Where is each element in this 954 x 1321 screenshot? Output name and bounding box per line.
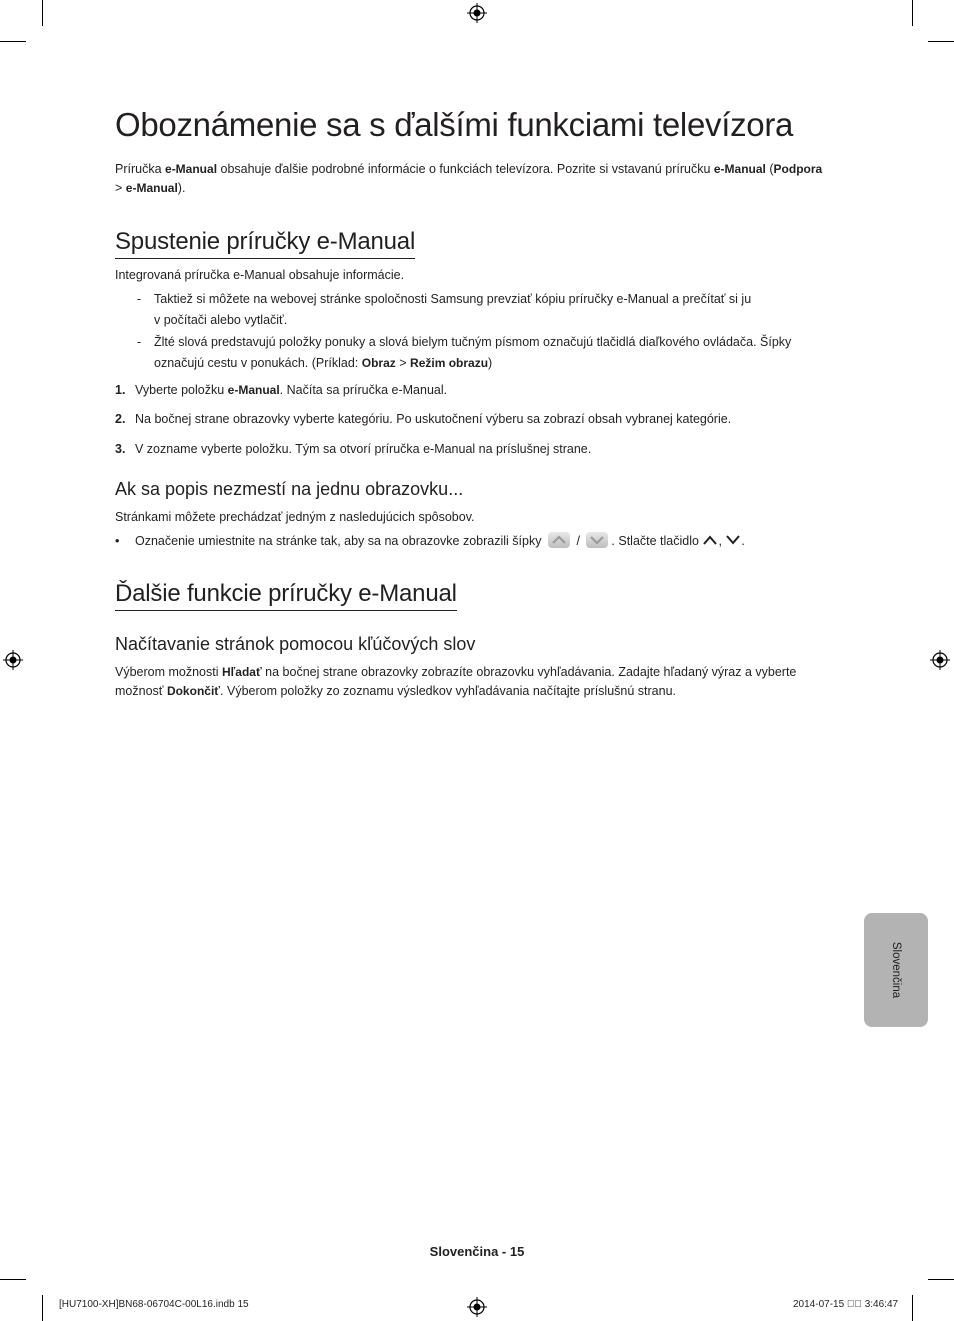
subsection-lead: Stránkami môžete prechádzať jedným z nasledujúcich spôsobov.	[115, 510, 475, 524]
section-lead: Integrovaná príručka e-Manual obsahuje informácie.	[115, 268, 405, 282]
crop-mark	[0, 41, 26, 42]
print-slug-file: [HU7100-XH]BN68-06704C-00L16.indb 15	[59, 1299, 249, 1310]
intro-paragraph: Príručka e-Manual obsahuje ďalšie podrobné informácie o funkciách televízora. Pozrite si vstavanú príručku e-Manual (Podpora > e-Manual).	[115, 162, 823, 195]
step-item: 1. Vyberte položku e-Manual. Načíta sa príručka e-Manual.	[115, 383, 448, 397]
chevron-up-icon	[548, 532, 570, 548]
chevron-down-icon	[725, 534, 741, 546]
section-heading-dalsie: Ďalšie funkcie príručky e-Manual	[115, 580, 457, 611]
chevron-up-icon	[702, 534, 718, 546]
subsection-heading: Načítavanie stránok pomocou kľúčových slov	[115, 634, 476, 654]
note-item: - Taktiež si môžete na webovej stránke spoločnosti Samsung prevziať kópiu príručky e-Manual a prečítať si ju v počítači alebo vytlačiť.	[137, 292, 752, 327]
bullet-item: • Označenie umiestnite na stránke tak, aby sa na obrazovke zobrazili šípky / . Stlačte tlačidlo , .	[115, 534, 745, 548]
section-heading-spustenie: Spustenie príručky e-Manual	[115, 228, 415, 259]
step-item: 3. V zozname vyberte položku. Tým sa otvorí príručka e-Manual na príslušnej strane.	[115, 442, 592, 456]
step-item: 2. Na bočnej strane obrazovky vyberte kategóriu. Po uskutočnení výberu sa zobrazí obsah vybranej kategórie.	[115, 412, 732, 426]
registration-mark-icon	[467, 1297, 487, 1317]
page-number: Slovenčina - 15	[429, 1244, 525, 1259]
section2-paragraph: Výberom možnosti Hľadať na bočnej strane obrazovky zobrazíte obrazovku vyhľadávania. Zadajte hľadaný výraz a vyberte možnosť Dokončiť. Výberom položky zo zoznamu výsledkov vyhľadávania načítajte príslušnú stranu.	[115, 665, 797, 698]
language-side-tab: Slovenčina	[864, 913, 928, 1027]
crop-mark	[912, 1295, 913, 1321]
crop-mark	[42, 0, 43, 26]
crop-mark	[928, 41, 954, 42]
crop-mark	[42, 1295, 43, 1321]
crop-mark	[928, 1279, 954, 1280]
chevron-down-icon	[586, 532, 608, 548]
page-title: Oboznámenie sa s ďalšími funkciami televízora	[115, 106, 794, 143]
crop-mark	[912, 0, 913, 26]
registration-mark-icon	[467, 3, 487, 23]
registration-mark-icon	[930, 650, 950, 670]
subsection-heading: Ak sa popis nezmestí na jednu obrazovku...	[115, 479, 464, 499]
note-item: - Žlté slová predstavujú položky ponuky a slová bielym tučným písmom označujú tlačidlá diaľkového ovládača. Šípky označujú cestu v ponukách. (Príklad: Obraz > Režim obrazu)	[137, 335, 792, 370]
registration-mark-icon	[3, 650, 23, 670]
crop-mark	[0, 1279, 26, 1280]
print-slug-timestamp: 2014-07-15 ￿￿ 3:46:47	[793, 1299, 899, 1310]
